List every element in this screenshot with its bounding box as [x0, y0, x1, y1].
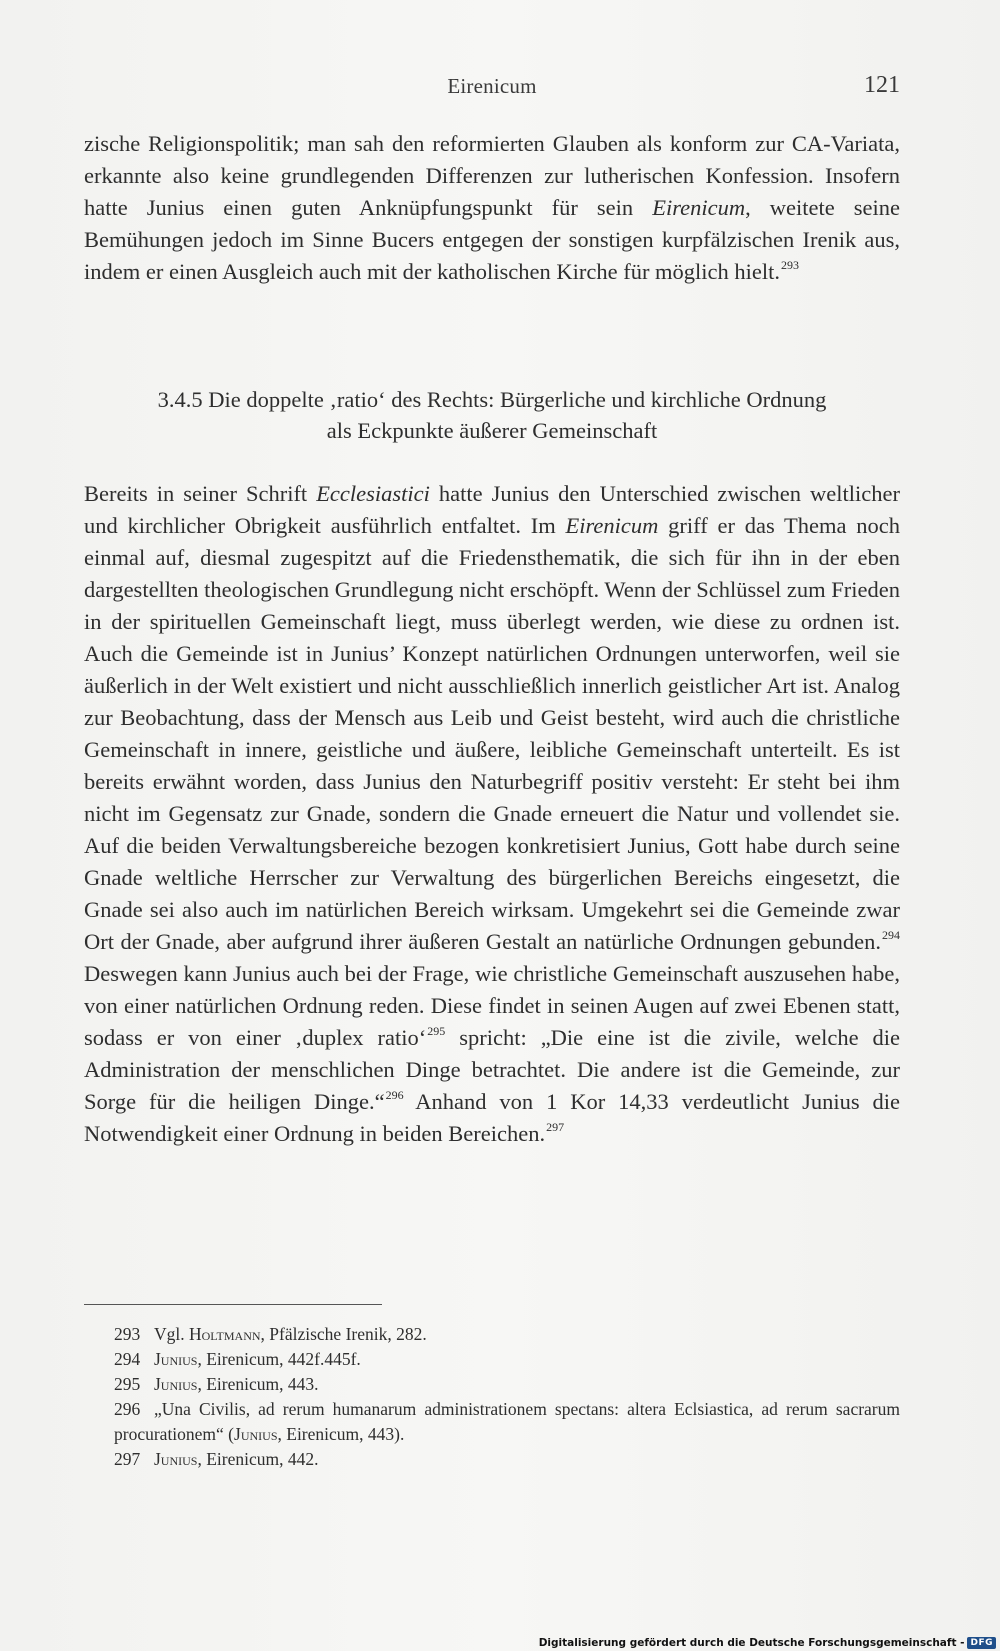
digitization-credit: [539, 1637, 996, 1649]
body-text: Bereits in seiner Schrift: [84, 481, 317, 506]
footnote-293: [84, 1322, 900, 1347]
footnote-text: , Eirenicum, 443).: [277, 1424, 405, 1444]
footnote-text: „Una Civilis, ad rerum humanarum administrationem spectans: altera Eclsiastica, ad rerum sacrarum procurationem“ (: [114, 1399, 900, 1444]
footnote-296: [84, 1397, 900, 1447]
body-paragraph: [84, 478, 900, 1150]
footnote-divider: [84, 1304, 382, 1305]
intro-italic-title: Eirenicum: [652, 195, 746, 220]
credit-text: Digitalisierung gefördert durch die Deutsche Forschungsgemeinschaft -: [538, 1637, 965, 1649]
footnote-number: 293: [114, 1324, 141, 1344]
footnote-author: Junius: [234, 1424, 278, 1444]
intro-paragraph: [84, 128, 900, 288]
footnote-text: Vgl.: [154, 1324, 189, 1344]
footnote-ref-297: 297: [546, 1120, 565, 1134]
footnote-number: 295: [114, 1374, 141, 1394]
footnote-295: [84, 1372, 900, 1397]
section-heading-line1: 3.4.5 Die doppelte ‚ratio‘ des Rechts: Bürgerliche und kirchliche Ordnung: [157, 387, 827, 412]
footnote-ref-295: 295: [427, 1024, 446, 1038]
footnote-author: Junius: [154, 1374, 198, 1394]
body-text: griff er das Thema noch einmal auf, diesmal zugespitzt auf die Friedensthematik, die sich für ihn in der eben dargestellten theologischen Grundlegung nicht erschöpft. Wenn der Schlüssel zum Frieden in der spirituellen Gemeinschaft liegt, muss überlegt werden, wie diese zu ordnen ist. Auch die Gemeinde ist in Junius’ Konzept natürlichen Ordnungen unterworfen, weil sie äußerlich in der Welt existiert und nicht ausschließlich innerlich geistlicher Art ist. Analog zur Beobachtung, dass der Mensch aus Leib und Geist besteht, wird auch die christliche Gemeinschaft in innere, geistliche und äußere, leibliche Gemeinschaft unterteilt. Es ist bereits erwähnt worden, dass Junius den Naturbegriff positiv versteht: Er steht bei ihm nicht im Gegensatz zur Gnade, sondern die Gnade erneuert die Natur und vollendet sie. Auf die beiden Verwaltungsbereiche bezogen konkretisiert Junius, Gott habe durch seine Gnade weltliche Herrscher zur Verwaltung des bürgerlichen Bereichs eingesetzt, die Gnade sei also auch im natürlichen Bereich wirksam. Umgekehrt sei die Gemeinde zwar Ort der Gnade, aber aufgrund ihrer äußeren Gestalt an natürliche Ordnungen gebunden.: [84, 513, 900, 954]
section-heading-line2: als Eckpunkte äußerer Gemeinschaft: [326, 418, 658, 443]
footnote-text: , Eirenicum, 442.: [197, 1449, 319, 1469]
footnote-ref-296: 296: [385, 1088, 404, 1102]
footnote-ref-294: 294: [882, 928, 900, 942]
footnotes: [84, 1322, 900, 1472]
section-heading: [84, 384, 900, 446]
footnote-number: 294: [114, 1349, 141, 1369]
body-italic-eirenicum: Eirenicum: [565, 513, 659, 538]
body-italic-ecclesiastici: Ecclesiastici: [316, 481, 430, 506]
footnote-ref-293: 293: [781, 258, 800, 272]
footnote-author: Junius: [154, 1349, 198, 1369]
intro-text: zische Religionspolitik; man sah den reformierten Glauben als konform zur CA-Variata, erkannte also keine grundlegenden Differenzen zur lutherischen Konfession. Insofern hatte Junius einen guten Anknüpfungspunkt für sein: [84, 131, 900, 220]
body-text: hatte Junius den Unterschied zwischen weltlicher und kirchlicher Obrigkeit ausführlich entfaltet. Im: [84, 481, 900, 538]
body-text: Deswegen kann Junius auch bei der Frage, wie christliche Gemeinschaft auszusehen habe, von einer natürlichen Ordnung reden. Diese findet in seinen Augen auf zwei Ebenen statt, sodass er von einer ‚duplex ratio‘: [84, 961, 900, 1050]
footnote-297: [84, 1447, 900, 1472]
footnote-text: , Eirenicum, 443.: [197, 1374, 319, 1394]
footnote-author: Holtmann: [189, 1324, 261, 1344]
body-text: Anhand von 1 Kor 14,33 verdeutlicht Junius die Notwendigkeit einer Ordnung in beiden Bereichen.: [84, 1089, 900, 1146]
footnote-text: , Eirenicum, 442f.445f.: [197, 1349, 361, 1369]
footnote-number: 297: [114, 1449, 141, 1469]
dfg-logo-icon: DFG: [967, 1637, 996, 1649]
footnote-number: 296: [114, 1399, 141, 1419]
page-number: 121: [864, 72, 900, 98]
footnote-text: , Pfälzische Irenik, 282.: [260, 1324, 427, 1344]
footnote-author: Junius: [154, 1449, 198, 1469]
intro-text-cont: , weitete seine Bemühungen jedoch im Sinne Bucers entgegen der sonstigen kurpfälzischen Irenik aus, indem er einen Ausgleich auch mit der katholischen Kirche für möglich hielt.: [84, 195, 900, 284]
footnote-294: [84, 1347, 900, 1372]
running-head: [84, 74, 900, 106]
running-title: Eirenicum: [447, 74, 537, 98]
body-text: spricht: „Die eine ist die zivile, welche die Administration der menschlichen Dinge betrachtet. Die andere ist die Gemeinde, zur Sorge für die heiligen Dinge.“: [84, 1025, 901, 1114]
